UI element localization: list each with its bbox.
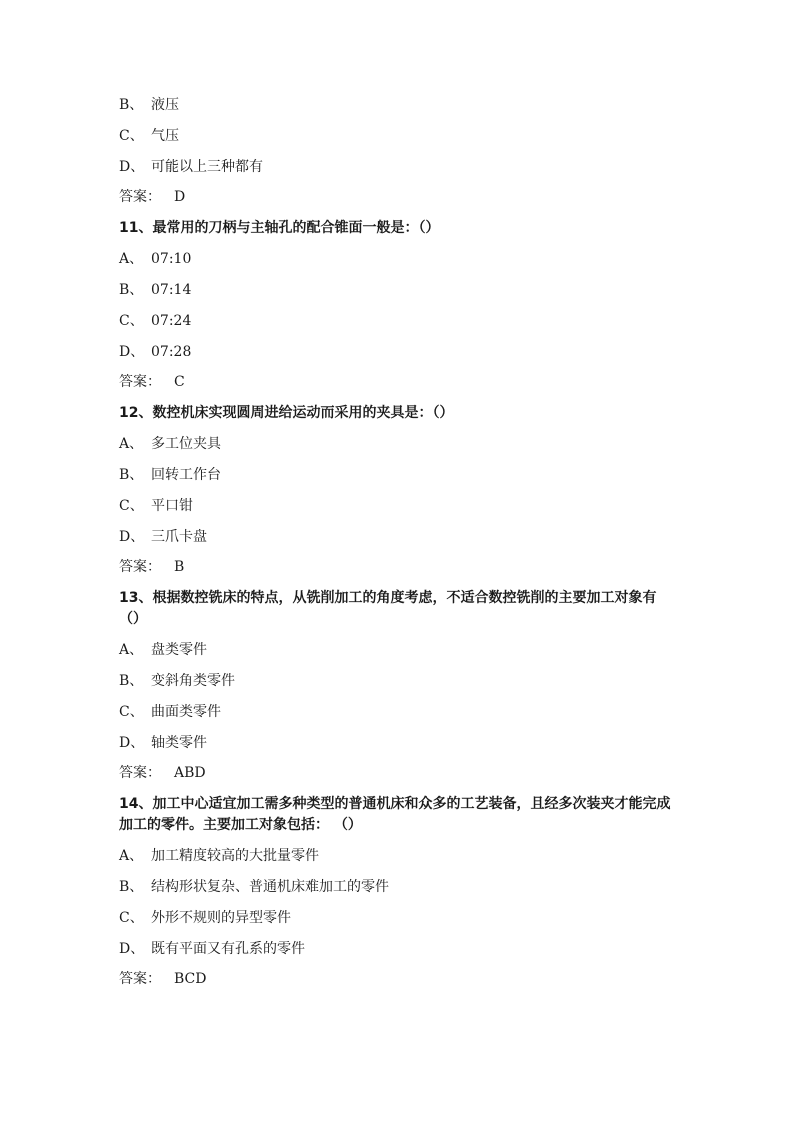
option-text: 盘类零件 xyxy=(151,642,207,659)
content-area xyxy=(119,95,679,1000)
answer-value: D xyxy=(174,189,186,206)
answer-label: 答案： xyxy=(119,765,161,782)
question-text: 根据数控铣床的特点，从铣削加工的角度考虑，不适合数控铣削的主要加工对象有 （） xyxy=(119,590,657,628)
option-letter: B、 xyxy=(119,281,144,298)
option-text: 07:14 xyxy=(151,281,192,298)
option-letter: D、 xyxy=(119,940,145,957)
option-text: 液压 xyxy=(151,97,179,113)
option-row xyxy=(119,846,679,866)
option-text: 07:10 xyxy=(151,251,192,268)
question-title xyxy=(119,403,679,424)
option-row xyxy=(119,434,679,454)
question-block xyxy=(119,588,679,783)
answer-value: B xyxy=(174,559,185,576)
option-letter: A、 xyxy=(119,436,144,453)
question-title xyxy=(119,588,679,630)
option-row xyxy=(119,126,679,146)
option-row xyxy=(119,908,679,928)
option-row xyxy=(119,702,679,722)
question-number: 11、 xyxy=(119,220,153,237)
question-block xyxy=(119,794,679,989)
option-text: 平口钳 xyxy=(151,497,193,514)
option-letter: C、 xyxy=(119,497,144,514)
question-number: 14、 xyxy=(119,796,153,813)
option-text: 曲面类零件 xyxy=(151,703,221,720)
answer-row xyxy=(119,763,679,783)
option-text: 外形不规则的异型零件 xyxy=(151,909,291,926)
answer-label: 答案： xyxy=(119,559,161,576)
option-row xyxy=(119,733,679,753)
option-row xyxy=(119,157,679,177)
answer-row xyxy=(119,372,679,392)
option-row xyxy=(119,249,679,269)
answer-value: ABD xyxy=(174,765,206,782)
question-block xyxy=(119,403,679,577)
option-text: 轴类零件 xyxy=(151,734,207,751)
option-text: 结构形状复杂、普通机床难加工的零件 xyxy=(151,878,389,895)
option-letter: B、 xyxy=(119,466,144,483)
option-letter: D、 xyxy=(119,734,145,751)
option-text: 回转工作台 xyxy=(151,466,221,483)
option-row xyxy=(119,95,679,115)
question-title xyxy=(119,794,679,836)
question-text: 加工中心适宜加工需多种类型的普通机床和众多的工艺装备，且经多次装夹才能完成加工的零件。主要加工对象包括： （） xyxy=(119,796,671,834)
question-number: 12、 xyxy=(119,405,153,422)
option-letter: D、 xyxy=(119,158,145,175)
option-text: 07:24 xyxy=(151,312,192,329)
option-letter: C、 xyxy=(119,703,144,720)
option-letter: B、 xyxy=(119,878,144,895)
question-block xyxy=(119,218,679,392)
option-row xyxy=(119,640,679,660)
answer-label: 答案： xyxy=(119,971,161,988)
option-letter: C、 xyxy=(119,312,144,329)
answer-row xyxy=(119,969,679,989)
option-row xyxy=(119,311,679,331)
option-letter: B、 xyxy=(119,97,144,113)
option-letter: A、 xyxy=(119,642,144,659)
option-text: 气压 xyxy=(151,127,179,144)
option-text: 既有平面又有孔系的零件 xyxy=(151,940,305,957)
option-text: 多工位夹具 xyxy=(151,436,221,453)
answer-row xyxy=(119,557,679,577)
question-text: 最常用的刀柄与主轴孔的配合锥面一般是：（） xyxy=(152,220,440,237)
option-row xyxy=(119,280,679,300)
option-text: 可能以上三种都有 xyxy=(151,158,263,175)
answer-value: BCD xyxy=(174,971,207,988)
option-letter: C、 xyxy=(119,127,144,144)
answer-label: 答案： xyxy=(119,374,161,391)
option-row xyxy=(119,496,679,516)
option-text: 加工精度较高的大批量零件 xyxy=(151,848,319,865)
previous-question-tail xyxy=(119,95,679,207)
question-text: 数控机床实现圆周进给运动而采用的夹具是：（） xyxy=(152,405,454,422)
option-letter: B、 xyxy=(119,672,144,689)
option-letter: C、 xyxy=(119,909,144,926)
option-row xyxy=(119,342,679,362)
option-letter: A、 xyxy=(119,848,144,865)
option-row xyxy=(119,671,679,691)
question-title xyxy=(119,218,679,239)
answer-row xyxy=(119,187,679,207)
option-text: 变斜角类零件 xyxy=(151,672,235,689)
option-row xyxy=(119,877,679,897)
answer-label: 答案： xyxy=(119,189,161,206)
answer-value: C xyxy=(174,374,185,391)
question-number: 13、 xyxy=(119,590,153,607)
option-text: 三爪卡盘 xyxy=(151,528,207,545)
option-letter: D、 xyxy=(119,343,145,360)
option-letter: D、 xyxy=(119,528,145,545)
option-row xyxy=(119,527,679,547)
option-row xyxy=(119,465,679,485)
option-row xyxy=(119,939,679,959)
option-text: 07:28 xyxy=(151,343,192,360)
option-letter: A、 xyxy=(119,251,144,268)
